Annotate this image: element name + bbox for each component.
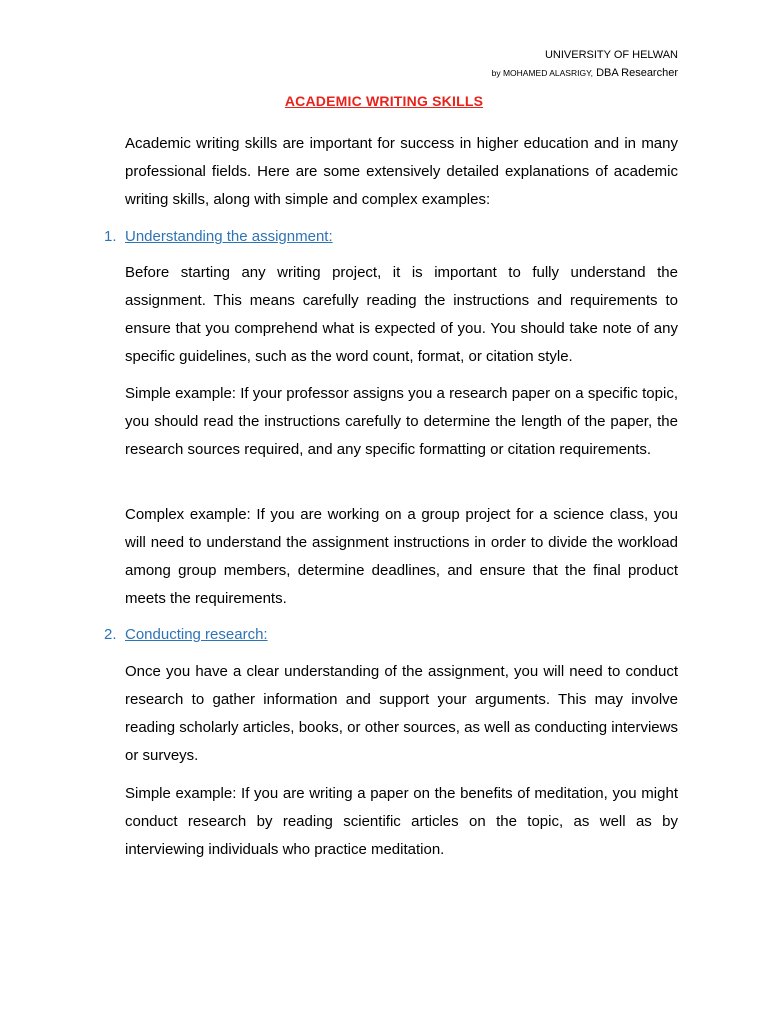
section-number: 1.	[104, 228, 117, 245]
author-line	[492, 64, 678, 82]
intro-block	[125, 130, 678, 214]
university-name: UNIVERSITY OF HELWAN	[544, 49, 678, 61]
paragraph: Complex example: If you are working on a group project for a science class, you will need to understand the assignment instructions in order to divide the workload among group members, determine deadlines, and ensure that the final product meets the requirements.	[125, 506, 678, 607]
paragraph: Before starting any writing project, it is important to fully understand the assignment. This means carefully reading the instructions and requirements to ensure that you comprehend what is expected of you. You should take note of any specific guidelines, such as the word count, format, or citation style.	[125, 264, 678, 365]
intro-paragraph: Academic writing skills are important for success in higher education and in many professional fields. Here are some extensively detailed explanations of academic writing skills, along with simple and complex examples:	[125, 135, 678, 208]
section-number: 2.	[104, 626, 117, 643]
page-header	[492, 46, 678, 82]
section-title: Understanding the assignment:	[125, 228, 333, 245]
author-name: MOHAMED ALASRIGY,	[502, 68, 594, 78]
paragraph: Simple example: If you are writing a paper on the benefits of meditation, you might conduct research by reading scientific articles on the topic, as well as by interviewing individuals who practice meditation.	[125, 785, 678, 858]
section-1-para-3	[125, 501, 678, 613]
document-title: ACADEMIC WRITING SKILLS	[284, 93, 484, 109]
paragraph: Simple example: If your professor assigns you a research paper on a specific topic, you should read the instructions carefully to determine the length of the paper, the research sources required, and any specific formatting or citation requirements.	[125, 385, 678, 458]
section-2-para-1	[125, 658, 678, 770]
author-prefix: by	[491, 68, 503, 78]
section-1-para-2	[125, 380, 678, 464]
section-heading-2	[104, 624, 268, 646]
section-title: Conducting research:	[125, 626, 268, 643]
paragraph: Once you have a clear understanding of the assignment, you will need to conduct research to gather information and support your arguments. This may involve reading scholarly articles, books, or other sources, as well as conducting interviews or surveys.	[125, 663, 678, 764]
author-role: DBA Researcher	[593, 67, 678, 79]
section-2-para-2	[125, 780, 678, 864]
section-1-para-1	[125, 259, 678, 371]
section-heading-1	[104, 226, 333, 248]
